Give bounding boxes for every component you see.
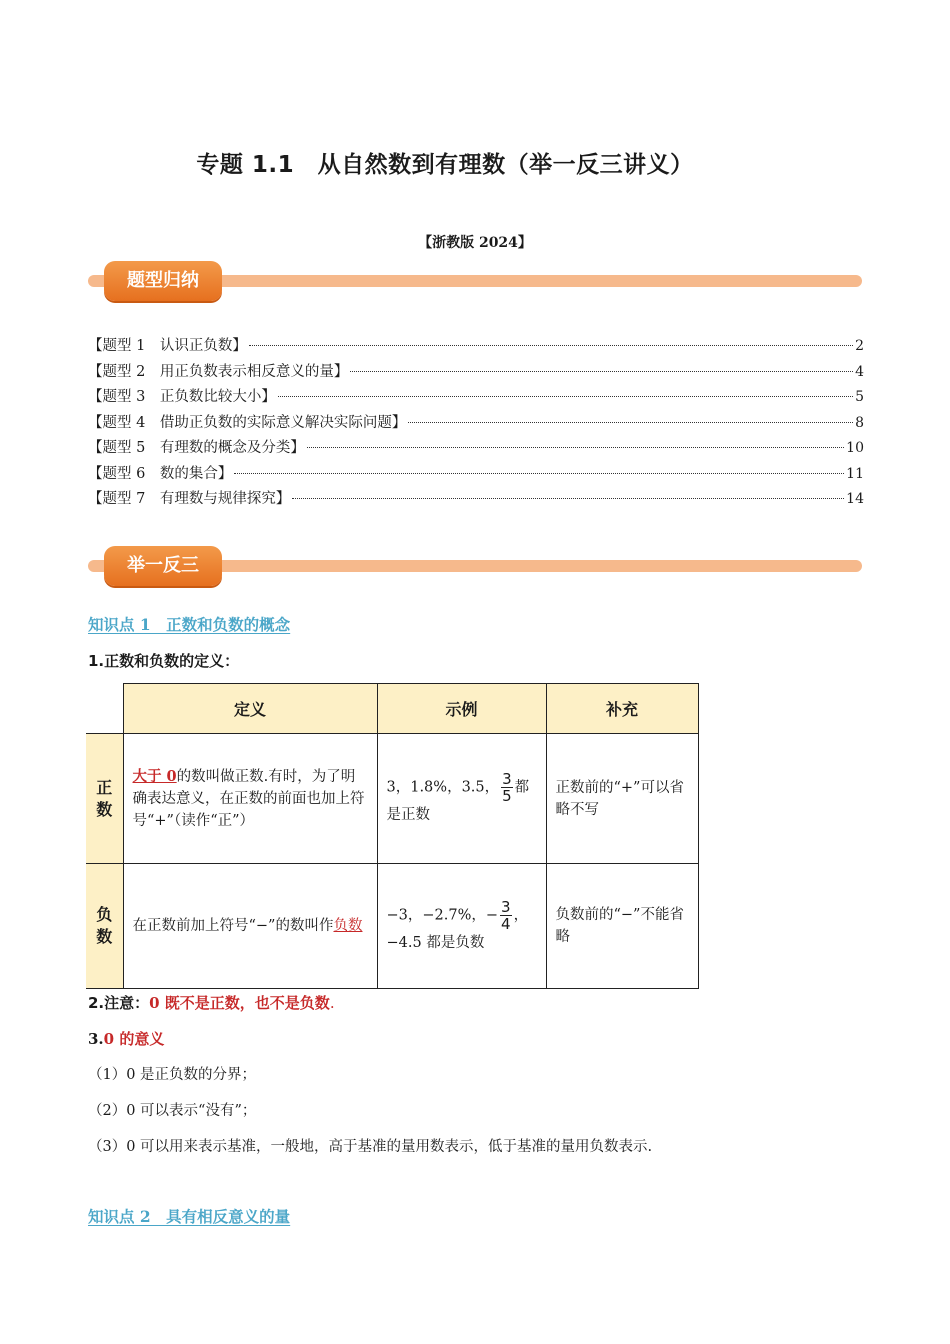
toc-item[interactable] (88, 411, 864, 437)
fraction-denominator: 5 (502, 787, 512, 805)
toc-item[interactable] (88, 385, 864, 411)
toc-item[interactable] (88, 436, 864, 462)
edition-label: 【浙教版 2024】 (418, 235, 532, 251)
positive-definition-cell (123, 734, 377, 864)
toc-leader (350, 371, 853, 372)
column-header-definition: 定义 (123, 684, 377, 734)
toc-item-label: 【题型 4 借助正负数的实际意义解决实际问题】 (88, 414, 407, 431)
toc-page-number: 10 (846, 440, 864, 456)
toc-item-label: 【题型 2 用正负数表示相反意义的量】 (88, 363, 349, 380)
row-header-char: 数 (96, 799, 113, 819)
definition-table (86, 683, 699, 989)
toc-page-number: 5 (855, 389, 864, 405)
zero-meaning-item: （3）0 可以用来表示基准，一般地，高于基准的量用数表示，低于基准的量用负数表示. (88, 1139, 653, 1155)
zero-heading-zero: 0 (103, 1030, 115, 1048)
toc-item-label: 【题型 5 有理数的概念及分类】 (88, 440, 305, 456)
note-label: 2.注意： (88, 994, 150, 1012)
negative-example-text: −3，−2.7%，− (386, 907, 499, 923)
row-header-char: 数 (96, 927, 113, 946)
toc-item-label: 【题型 7 有理数与规律探究】 (88, 491, 291, 507)
toc-leader (278, 396, 853, 397)
toc-item-label: 【题型 3 正负数比较大小】 (88, 389, 276, 405)
toc-item[interactable] (88, 334, 864, 360)
row-header-negative (86, 864, 123, 989)
highlight-greater-than-zero: 大于 0 (132, 767, 177, 785)
fraction-denominator: 4 (501, 914, 511, 933)
negative-example-line2: −4.5 都是负数 (386, 934, 485, 951)
toc-item[interactable] (88, 462, 864, 488)
table-of-contents (88, 334, 864, 513)
page-title: 专题 1.1 从自然数到有理数（举一反三讲义） (196, 152, 694, 178)
toc-leader (307, 447, 844, 448)
table-row-negative (86, 864, 698, 989)
toc-page-number: 8 (855, 414, 864, 431)
row-header-char: 正 (96, 777, 113, 797)
toc-page-number: 11 (846, 465, 864, 482)
negative-example-cell (377, 864, 546, 989)
zero-heading-text: 的意义 (114, 1030, 165, 1048)
section-banner-examples (88, 546, 862, 586)
toc-page-number: 4 (855, 363, 864, 380)
highlight-negative-number: 负数 (333, 918, 363, 934)
positive-example-cell (377, 734, 546, 864)
knowledge-point-1-heading: 知识点 1 正数和负数的概念 (88, 615, 291, 634)
positive-example-suffix: 都是正数 (386, 779, 530, 823)
toc-leader (234, 473, 844, 474)
section-banner-question-types (88, 261, 862, 301)
table-row-positive (86, 734, 698, 864)
fraction-three-fifths (501, 771, 513, 804)
negative-definition-cell (123, 864, 377, 989)
toc-item[interactable] (88, 487, 864, 513)
toc-leader (408, 422, 853, 423)
note-end: . (329, 994, 335, 1012)
knowledge-point-2-heading: 知识点 2 具有相反意义的量 (88, 1207, 291, 1226)
row-header-positive (86, 734, 123, 864)
fraction-numerator: 3 (502, 770, 512, 788)
column-header-supplement: 补充 (546, 684, 698, 734)
row-header-char: 负 (96, 905, 113, 924)
fraction-numerator: 3 (501, 897, 511, 916)
toc-item-label: 【题型 1 认识正负数】 (88, 338, 247, 354)
note-text: 0 既不是正数，也不是负数 (149, 994, 330, 1012)
zero-meaning-item: （2）0 可以表示“没有”； (88, 1103, 257, 1119)
zero-meaning-item: （1）0 是正负数的分界； (88, 1067, 257, 1083)
zero-heading-number: 3. (88, 1030, 104, 1048)
toc-leader (249, 345, 853, 346)
banner-label: 举一反三 (104, 546, 222, 586)
negative-supplement-cell: 负数前的“−”不能省略 (546, 864, 698, 989)
banner-label: 题型归纳 (104, 261, 222, 301)
positive-supplement-cell: 正数前的“+”可以省略不写 (546, 734, 698, 864)
definition-heading: 1.正数和负数的定义： (88, 652, 240, 670)
toc-leader (292, 498, 844, 499)
fraction-three-fourths (500, 899, 512, 932)
column-header-example: 示例 (377, 684, 546, 734)
toc-item-label: 【题型 6 数的集合】 (88, 465, 233, 482)
toc-page-number: 2 (855, 338, 864, 354)
toc-item[interactable] (88, 360, 864, 386)
table-corner (86, 684, 123, 734)
toc-page-number: 14 (846, 491, 864, 507)
positive-definition-text: 的数叫做正数.有时，为了明确表达意义，在正数的前面也加上符号“+”（读作“正”） (132, 768, 365, 829)
positive-example-text: 3，1.8%，3.5， (386, 779, 500, 796)
note-line (88, 992, 335, 1013)
zero-meaning-heading (88, 1028, 164, 1049)
negative-example-suffix: ， (513, 907, 529, 923)
negative-definition-text: 在正数前加上符号“−”的数叫作 (132, 918, 334, 934)
